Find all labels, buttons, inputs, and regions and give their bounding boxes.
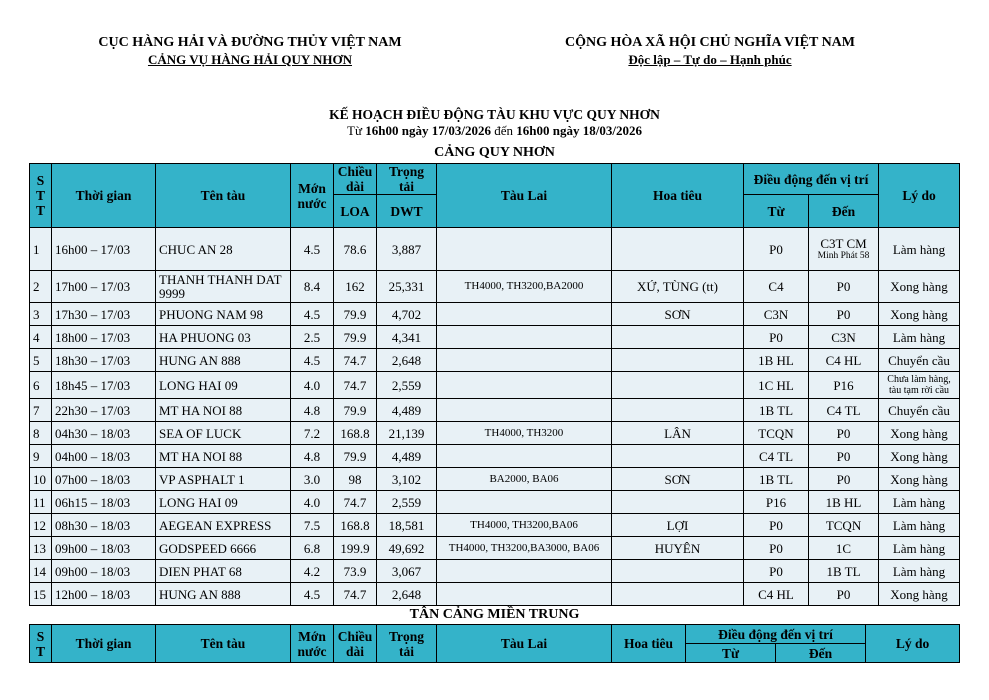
cell-to: P0	[809, 583, 879, 606]
cell-pilot	[612, 349, 744, 372]
cell-reason: Xong hàng	[879, 271, 960, 303]
table-row	[30, 399, 960, 422]
section-title-quy-nhon: CẢNG QUY NHƠN	[434, 145, 555, 160]
cell-stt: 14	[30, 560, 52, 583]
cell-dwt: 21,139	[377, 422, 437, 445]
cell-reason: Làm hàng	[879, 326, 960, 349]
title-main: KẾ HOẠCH ĐIỀU ĐỘNG TÀU KHU VỰC QUY NHƠN	[329, 107, 660, 122]
schedule-table-quy-nhon	[29, 163, 960, 606]
cell-from: 1B TL	[744, 399, 809, 422]
cell-from: 1B TL	[744, 468, 809, 491]
national-motto: Độc lập – Tự do – Hạnh phúc	[628, 52, 792, 67]
cell-tug: TH4000, TH3200,BA3000, BA06	[437, 537, 612, 560]
cell-to: P16	[809, 372, 879, 399]
cell-tug: TH4000, TH3200,BA2000	[437, 271, 612, 303]
col2-pilot: Hoa tiêu	[612, 625, 686, 663]
cell-pilot: SƠN	[612, 468, 744, 491]
col-stt: S T T	[30, 164, 52, 228]
cell-loa: 74.7	[334, 583, 377, 606]
col2-reason: Lý do	[866, 625, 960, 663]
col-tonnage: Trọng tải	[377, 164, 437, 195]
cell-to: C4 HL	[809, 349, 879, 372]
cell-tug	[437, 349, 612, 372]
cell-time: 08h30 – 18/03	[52, 514, 156, 537]
cell-pilot	[612, 560, 744, 583]
cell-stt: 8	[30, 422, 52, 445]
cell-time: 12h00 – 18/03	[52, 583, 156, 606]
table-row	[30, 271, 960, 303]
cell-tug	[437, 303, 612, 326]
col-length: Chiều dài	[334, 164, 377, 195]
cell-time: 18h00 – 17/03	[52, 326, 156, 349]
cell-loa: 79.9	[334, 445, 377, 468]
cell-time: 18h30 – 17/03	[52, 349, 156, 372]
cell-time: 16h00 – 17/03	[52, 228, 156, 271]
col-time: Thời gian	[52, 164, 156, 228]
cell-stt: 12	[30, 514, 52, 537]
cell-time: 17h00 – 17/03	[52, 271, 156, 303]
cell-draft: 4.5	[291, 583, 334, 606]
cell-ship: HUNG AN 888	[156, 349, 291, 372]
document-title	[0, 107, 989, 139]
cell-tug	[437, 445, 612, 468]
col-tug: Tàu Lai	[437, 164, 612, 228]
cell-stt: 3	[30, 303, 52, 326]
cell-loa: 168.8	[334, 422, 377, 445]
cell-stt: 9	[30, 445, 52, 468]
cell-time: 04h00 – 18/03	[52, 445, 156, 468]
cell-from: TCQN	[744, 422, 809, 445]
cell-reason: Xong hàng	[879, 303, 960, 326]
cell-loa: 74.7	[334, 349, 377, 372]
col-to: Đến	[809, 195, 879, 228]
cell-draft: 8.4	[291, 271, 334, 303]
col2-ship: Tên tàu	[156, 625, 291, 663]
cell-to: P0	[809, 271, 879, 303]
cell-draft: 4.5	[291, 303, 334, 326]
cell-time: 18h45 – 17/03	[52, 372, 156, 399]
cell-dwt: 2,648	[377, 349, 437, 372]
cell-dwt: 49,692	[377, 537, 437, 560]
cell-stt: 7	[30, 399, 52, 422]
col-ship: Tên tàu	[156, 164, 291, 228]
cell-ship: MT HA NOI 88	[156, 399, 291, 422]
table-row	[30, 583, 960, 606]
table-row	[30, 445, 960, 468]
cell-stt: 4	[30, 326, 52, 349]
cell-from: P0	[744, 326, 809, 349]
col2-tug: Tàu Lai	[437, 625, 612, 663]
table-row	[30, 422, 960, 445]
cell-stt: 2	[30, 271, 52, 303]
agency-header	[60, 34, 440, 68]
cell-time: 07h00 – 18/03	[52, 468, 156, 491]
cell-stt: 15	[30, 583, 52, 606]
cell-dwt: 2,559	[377, 372, 437, 399]
col2-draft: Mớn nước	[291, 625, 334, 663]
cell-tug	[437, 372, 612, 399]
cell-to: C3N	[809, 326, 879, 349]
to-location: C3T CM	[820, 236, 867, 251]
cell-reason: Làm hàng	[879, 514, 960, 537]
cell-to: TCQN	[809, 514, 879, 537]
cell-loa: 199.9	[334, 537, 377, 560]
cell-reason: Xong hàng	[879, 422, 960, 445]
col-pilot: Hoa tiêu	[612, 164, 744, 228]
cell-pilot: HUYÊN	[612, 537, 744, 560]
cell-tug	[437, 491, 612, 514]
table-row	[30, 560, 960, 583]
cell-dwt: 3,067	[377, 560, 437, 583]
cell-pilot	[612, 372, 744, 399]
cell-stt: 11	[30, 491, 52, 514]
cell-tug: TH4000, TH3200,BA06	[437, 514, 612, 537]
col-tonnage-unit: DWT	[377, 195, 437, 228]
cell-reason: Chưa làm hàng, tàu tạm rời cầu	[879, 372, 960, 399]
cell-dwt: 18,581	[377, 514, 437, 537]
table-row	[30, 349, 960, 372]
col-length-unit: LOA	[334, 195, 377, 228]
cell-from: P0	[744, 560, 809, 583]
cell-tug: TH4000, TH3200	[437, 422, 612, 445]
col2-length: Chiều dài	[334, 625, 377, 663]
cell-to: P0	[809, 445, 879, 468]
col2-to: Đến	[776, 644, 866, 663]
cell-reason: Xong hàng	[879, 445, 960, 468]
col2-stt: S T	[30, 625, 52, 663]
cell-draft: 7.5	[291, 514, 334, 537]
cell-draft: 4.0	[291, 491, 334, 514]
cell-ship: VP ASPHALT 1	[156, 468, 291, 491]
period-from-value: 16h00 ngày 17/03/2026	[365, 123, 491, 138]
cell-to: 1B TL	[809, 560, 879, 583]
table-row	[30, 228, 960, 271]
title-period	[0, 123, 989, 139]
cell-reason: Làm hàng	[879, 560, 960, 583]
cell-ship: GODSPEED 6666	[156, 537, 291, 560]
cell-draft: 4.0	[291, 372, 334, 399]
cell-ship: HUNG AN 888	[156, 583, 291, 606]
table-row	[30, 326, 960, 349]
cell-ship: HA PHUONG 03	[156, 326, 291, 349]
cell-from: 1B HL	[744, 349, 809, 372]
cell-ship: LONG HAI 09	[156, 491, 291, 514]
cell-to: P0	[809, 468, 879, 491]
cell-dwt: 3,887	[377, 228, 437, 271]
cell-ship: LONG HAI 09	[156, 372, 291, 399]
cell-loa: 79.9	[334, 399, 377, 422]
period-to-word: đến	[494, 123, 514, 138]
cell-pilot: XỨ, TÙNG (tt)	[612, 271, 744, 303]
cell-loa: 98	[334, 468, 377, 491]
cell-loa: 74.7	[334, 491, 377, 514]
cell-ship: AEGEAN EXPRESS	[156, 514, 291, 537]
cell-dwt: 25,331	[377, 271, 437, 303]
cell-from: C4	[744, 271, 809, 303]
cell-dwt: 4,341	[377, 326, 437, 349]
cell-dwt: 4,702	[377, 303, 437, 326]
col-from: Từ	[744, 195, 809, 228]
col-reason: Lý do	[879, 164, 960, 228]
cell-from: P0	[744, 537, 809, 560]
table-row	[30, 537, 960, 560]
cell-pilot: LỢI	[612, 514, 744, 537]
col2-tonnage: Trọng tải	[377, 625, 437, 663]
cell-tug	[437, 583, 612, 606]
cell-from: P0	[744, 514, 809, 537]
cell-pilot: SƠN	[612, 303, 744, 326]
cell-reason: Xong hàng	[879, 468, 960, 491]
cell-dwt: 2,559	[377, 491, 437, 514]
cell-loa: 79.9	[334, 303, 377, 326]
col2-from: Từ	[686, 644, 776, 663]
cell-ship: CHUC AN 28	[156, 228, 291, 271]
port-authority-name: CẢNG VỤ HÀNG HẢI QUY NHƠN	[147, 52, 353, 67]
cell-ship: PHUONG NAM 98	[156, 303, 291, 326]
cell-reason: Chuyển cầu	[879, 399, 960, 422]
cell-pilot	[612, 228, 744, 271]
cell-from: C4 HL	[744, 583, 809, 606]
cell-loa: 78.6	[334, 228, 377, 271]
col2-move: Điều động đến vị trí	[686, 625, 866, 644]
cell-from: C4 TL	[744, 445, 809, 468]
cell-to: P0	[809, 303, 879, 326]
cell-dwt: 4,489	[377, 399, 437, 422]
national-header	[520, 34, 900, 68]
cell-loa: 168.8	[334, 514, 377, 537]
cell-pilot	[612, 491, 744, 514]
cell-tug	[437, 399, 612, 422]
cell-from: P0	[744, 228, 809, 271]
section-title-tan-cang: TÂN CẢNG MIỀN TRUNG	[409, 607, 580, 622]
cell-dwt: 2,648	[377, 583, 437, 606]
cell-tug	[437, 326, 612, 349]
cell-to: C4 TL	[809, 399, 879, 422]
cell-reason: Làm hàng	[879, 228, 960, 271]
cell-draft: 2.5	[291, 326, 334, 349]
cell-tug: BA2000, BA06	[437, 468, 612, 491]
period-to-value: 16h00 ngày 18/03/2026	[516, 123, 642, 138]
cell-reason: Chuyển cầu	[879, 349, 960, 372]
schedule-table-tan-cang	[29, 624, 960, 663]
cell-pilot	[612, 326, 744, 349]
to-location-note: Minh Phát 58	[817, 251, 870, 261]
cell-dwt: 4,489	[377, 445, 437, 468]
cell-draft: 4.8	[291, 445, 334, 468]
cell-time: 09h00 – 18/03	[52, 560, 156, 583]
cell-time: 17h30 – 17/03	[52, 303, 156, 326]
cell-stt: 10	[30, 468, 52, 491]
cell-time: 04h30 – 18/03	[52, 422, 156, 445]
cell-draft: 4.5	[291, 349, 334, 372]
period-from-word: Từ	[347, 123, 363, 138]
cell-ship: MT HA NOI 88	[156, 445, 291, 468]
cell-draft: 6.8	[291, 537, 334, 560]
cell-reason: Làm hàng	[879, 491, 960, 514]
cell-stt: 5	[30, 349, 52, 372]
table-row	[30, 468, 960, 491]
cell-stt: 13	[30, 537, 52, 560]
cell-to	[809, 228, 879, 271]
cell-pilot: LÂN	[612, 422, 744, 445]
cell-reason: Làm hàng	[879, 537, 960, 560]
col-draft: Mớn nước	[291, 164, 334, 228]
cell-ship: THANH THANH DAT 9999	[156, 271, 291, 303]
cell-to: 1B HL	[809, 491, 879, 514]
cell-draft: 4.5	[291, 228, 334, 271]
cell-draft: 4.8	[291, 399, 334, 422]
col2-time: Thời gian	[52, 625, 156, 663]
cell-ship: SEA OF LUCK	[156, 422, 291, 445]
cell-from: 1C HL	[744, 372, 809, 399]
table-row	[30, 491, 960, 514]
cell-pilot	[612, 445, 744, 468]
cell-pilot	[612, 399, 744, 422]
cell-time: 22h30 – 17/03	[52, 399, 156, 422]
cell-tug	[437, 560, 612, 583]
cell-loa: 73.9	[334, 560, 377, 583]
country-name: CỘNG HÒA XÃ HỘI CHỦ NGHĨA VIỆT NAM	[564, 35, 855, 50]
cell-draft: 4.2	[291, 560, 334, 583]
cell-time: 06h15 – 18/03	[52, 491, 156, 514]
cell-dwt: 3,102	[377, 468, 437, 491]
cell-to: P0	[809, 422, 879, 445]
agency-name: CỤC HÀNG HẢI VÀ ĐƯỜNG THỦY VIỆT NAM	[98, 35, 402, 50]
cell-from: P16	[744, 491, 809, 514]
cell-stt: 6	[30, 372, 52, 399]
table-row	[30, 514, 960, 537]
cell-tug	[437, 228, 612, 271]
col-move: Điều động đến vị trí	[744, 164, 879, 195]
cell-from: C3N	[744, 303, 809, 326]
cell-loa: 74.7	[334, 372, 377, 399]
cell-draft: 7.2	[291, 422, 334, 445]
cell-ship: DIEN PHAT 68	[156, 560, 291, 583]
cell-loa: 162	[334, 271, 377, 303]
table-row	[30, 372, 960, 399]
table-row	[30, 303, 960, 326]
cell-reason: Xong hàng	[879, 583, 960, 606]
cell-time: 09h00 – 18/03	[52, 537, 156, 560]
cell-loa: 79.9	[334, 326, 377, 349]
cell-draft: 3.0	[291, 468, 334, 491]
cell-pilot	[612, 583, 744, 606]
cell-stt: 1	[30, 228, 52, 271]
cell-to: 1C	[809, 537, 879, 560]
